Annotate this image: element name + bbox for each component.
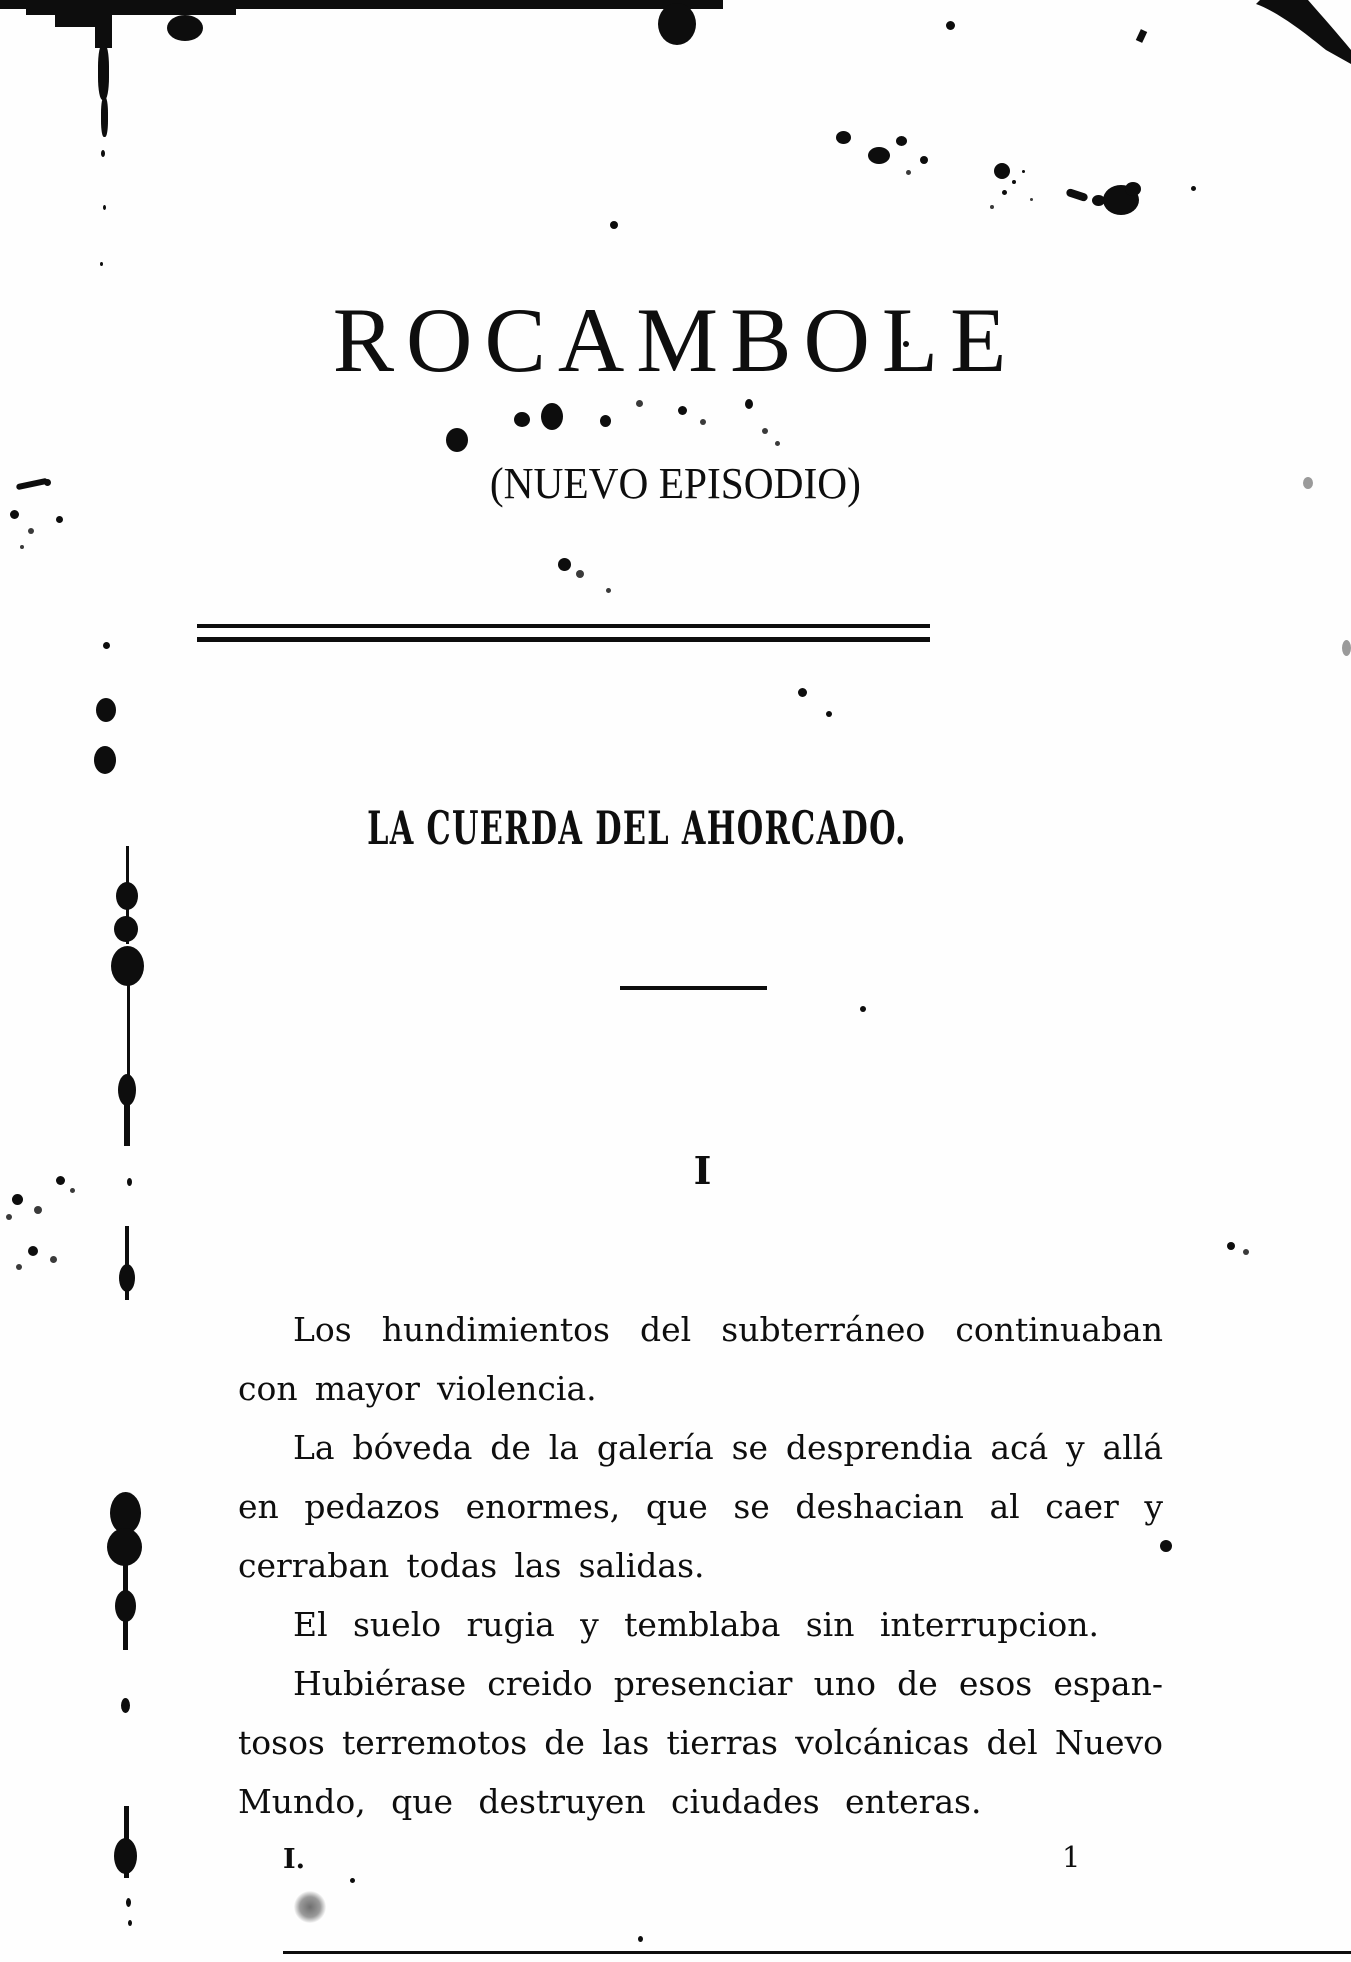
scan-speck (700, 419, 706, 425)
gutter-fold-line (124, 1104, 130, 1146)
scan-stain (514, 412, 530, 427)
rule-bottom (197, 637, 930, 642)
scan-speck (1243, 1249, 1249, 1255)
scan-stain (658, 3, 696, 45)
scan-speck (121, 1698, 130, 1713)
scan-stain (94, 746, 116, 774)
book-subtitle-text: (NUEVO EPISODIO) (489, 459, 862, 508)
scan-speck (100, 262, 103, 266)
scan-speck (103, 205, 106, 210)
scan-speck (826, 711, 832, 717)
scan-speck (610, 221, 618, 229)
volume-signature: I. (283, 1844, 306, 1875)
scan-speck (103, 642, 110, 649)
scan-speck (10, 510, 19, 519)
scan-speck (990, 205, 994, 209)
scan-speck (12, 1194, 23, 1205)
scan-top-block (55, 0, 99, 27)
gutter-stain (118, 1074, 136, 1106)
body-line: cerraban todas las salidas. (238, 1546, 705, 1585)
book-title: ROCAMBOLE (332, 289, 1019, 391)
scan-gutter-drip (98, 44, 109, 100)
scan-speck (1191, 186, 1196, 191)
scan-speck (762, 428, 768, 434)
scan-speck (678, 406, 687, 415)
gutter-stain (115, 1590, 136, 1622)
scan-speck (1136, 29, 1147, 43)
scan-stain (558, 558, 571, 571)
scan-gutter-drip (95, 6, 112, 48)
scan-stain (446, 428, 468, 452)
scan-dash (1065, 188, 1088, 202)
scan-speck (1022, 170, 1025, 173)
scan-gutter-drip (101, 97, 108, 137)
scan-stain (541, 403, 563, 430)
scan-speck (1030, 198, 1033, 201)
body-line: Los hundimientos del subterráneo continuaban (293, 1310, 1163, 1349)
body-line: Mundo, que destruyen ciudades enteras. (238, 1782, 982, 1821)
body-line: en pedazos enormes, que se deshacian al caer y (238, 1487, 1163, 1526)
scan-speck (606, 588, 611, 593)
body-line: tosos terremotos de las tierras volcánicas del Nuevo (238, 1723, 1163, 1762)
chapter-numeral: I (693, 1148, 712, 1193)
body-text (238, 1300, 1163, 1831)
body-line: El suelo rugia y temblaba sin interrupcion. (293, 1605, 1099, 1644)
scan-stain (868, 147, 890, 164)
scan-speck (128, 1920, 132, 1926)
scan-speck (20, 545, 24, 549)
scan-speck (6, 1214, 12, 1220)
scan-speck (775, 441, 780, 446)
scan-corner-swoosh (1256, 0, 1351, 64)
scan-speck (600, 415, 611, 427)
scan-speck (350, 1878, 355, 1883)
double-rule (197, 624, 930, 642)
scan-speck (28, 1246, 38, 1256)
scan-stain (1125, 182, 1141, 196)
scan-speck (28, 528, 34, 534)
scan-speck (56, 516, 63, 523)
book-subtitle (0, 459, 1351, 508)
gutter-stain (111, 946, 144, 986)
scan-speck (1227, 1242, 1235, 1250)
scan-speck (638, 1936, 643, 1942)
section-heading (0, 801, 1313, 855)
scan-speck (798, 688, 807, 697)
page-number: 1 (1062, 1840, 1081, 1874)
scan-speck (126, 1898, 131, 1907)
body-line: Hubiérase creido presenciar uno de esos espan- (293, 1664, 1163, 1703)
gutter-stain (114, 1838, 137, 1874)
scan-speck (946, 21, 955, 30)
section-heading-text: LA CUERDA DEL AHORCADO. (367, 801, 908, 855)
scan-speck (1342, 640, 1351, 656)
scan-stain (994, 163, 1010, 179)
scan-speck (576, 570, 584, 578)
body-line: La bóveda de la galería se desprendia acá y allá (293, 1428, 1163, 1467)
scan-speck (906, 170, 911, 175)
scan-stain (167, 15, 203, 41)
scan-speck (920, 156, 928, 164)
scan-speck (34, 1206, 42, 1214)
body-line: con mayor violencia. (238, 1369, 597, 1408)
scan-speck (636, 400, 643, 407)
rule-top (197, 624, 930, 628)
scan-speck (16, 1264, 22, 1270)
section-divider-rule (620, 986, 767, 990)
gutter-stain (116, 882, 138, 910)
scan-stain (836, 131, 851, 144)
scan-speck (896, 136, 907, 146)
scan-speck (1002, 190, 1007, 195)
gutter-stain (114, 916, 138, 942)
scan-stain (96, 698, 116, 722)
scan-bottom-line (283, 1951, 1351, 1954)
scan-speck (101, 150, 105, 157)
scan-speck (1012, 180, 1016, 184)
scan-speck (860, 1006, 866, 1012)
scan-speck (50, 1256, 57, 1263)
scan-speck (745, 399, 753, 409)
gutter-stain (119, 1264, 135, 1292)
scan-smudge (294, 1891, 326, 1923)
